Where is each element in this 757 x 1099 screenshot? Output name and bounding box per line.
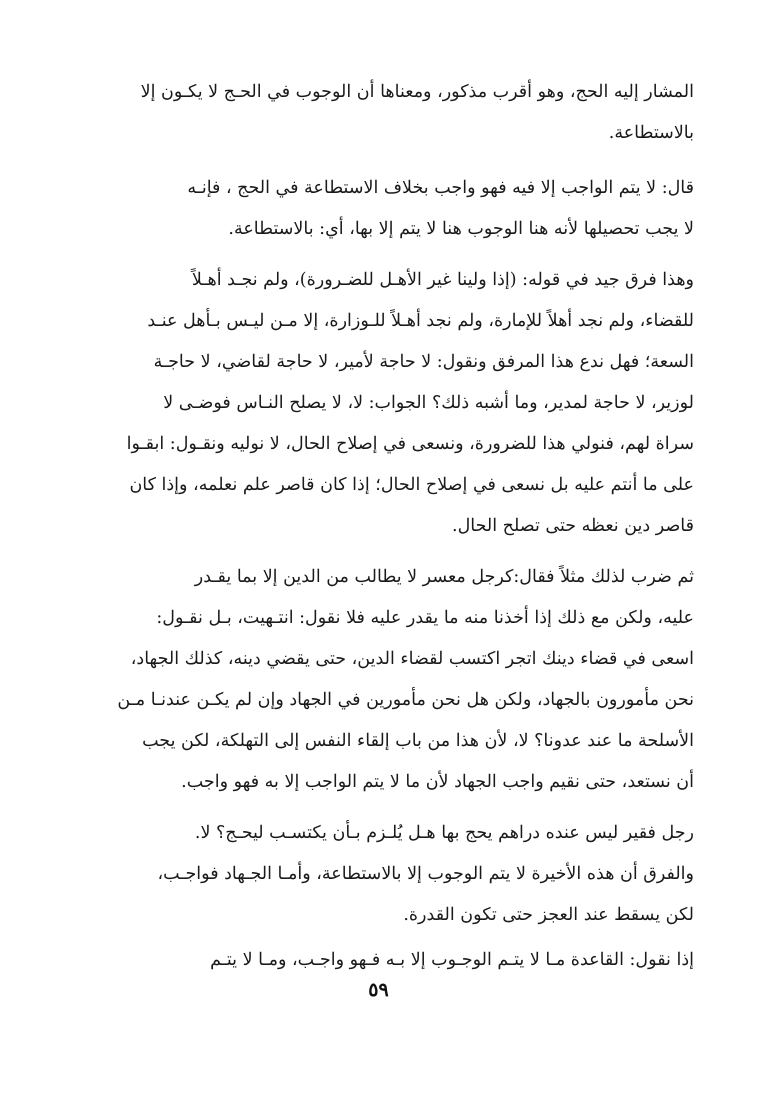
text-line: نحن مأمورون بالجهاد، ولكن هل نحن مأمورين في الجهاد وإن لم يكـن عندنـا مـن <box>117 690 694 710</box>
text-line: بالاستطاعة. <box>608 123 694 143</box>
text-line: الأسلحة ما عند عدونا؟ لا، لأن هذا من باب إلقاء النفس إلى التهلكة، لكن يجب <box>142 731 694 751</box>
text-line: رجل فقير ليس عنده دراهم يحج بها هـل يُلـزم بـأن يكتسـب ليحـج؟ لا. <box>194 823 694 843</box>
text-line: لا يجب تحصيلها لأنه هنا الوجوب هنا لا يتم إلا بها، أي: بالاستطاعة. <box>228 219 694 239</box>
text-line: على ما أنتم عليه بل نسعى في إصلاح الحال؛ إذا كان قاصر علم نعلمه، وإذا كان <box>129 475 694 495</box>
paragraph-5 <box>88 813 694 936</box>
text-line: قاصر دين نعظه حتى تصلح الحال. <box>452 516 694 536</box>
page-number: ٥٩ <box>368 979 389 1001</box>
text-line: المشار إليه الحج، وهو أقرب مذكور، ومعناها أن الوجوب في الحـج لا يكـون إلا <box>140 82 694 102</box>
text-line: وهذا فرق جيد في قوله: (إذا ولينا غير الأهـل للضـرورة)، ولم نجـد أهـلاً <box>191 270 694 290</box>
text-line: للقضاء، ولم نجد أهلاً للإمارة، ولم نجد أهـلاً للـوزارة، إلا مـن ليـس بـأهل عنـد <box>147 311 694 331</box>
text-line: لكن يسقط عند العجز حتى تكون القدرة. <box>403 905 694 925</box>
page-body <box>88 72 694 1002</box>
text-line: قال: لا يتم الواجب إلا فيه فهو واجب بخلاف الاستطاعة في الحج ، فإنـه <box>187 178 694 198</box>
text-line: أن نستعد، حتى نقيم واجب الجهاد لأن ما لا يتم الواجب إلا به فهو واجب. <box>181 772 694 792</box>
text-line: والفرق أن هذه الأخيرة لا يتم الوجوب إلا بالاستطاعة، وأمـا الجـهاد فواجـب، <box>157 864 694 884</box>
paragraph-1 <box>88 72 694 154</box>
paragraph-4 <box>88 557 694 803</box>
text-line: السعة؛ فهل ندع هذا المرفق ونقول: لا حاجة لأمير، لا حاجة لقاضي، لا حاجـة <box>153 352 694 372</box>
text-line: إذا نقول: القاعدة مـا لا يتـم الوجـوب إلا بـه فـهو واجـب، ومـا لا يتـم <box>210 950 694 970</box>
paragraph-6 <box>88 940 694 981</box>
text-line: سراة لهم، فنولي هذا للضرورة، ونسعى في إصلاح الحال، لا نوليه ونقـول: ابقـوا <box>126 434 694 454</box>
text-line: لوزير، لا حاجة لمدير، وما أشبه ذلك؟ الجواب: لا، لا يصلح النـاس فوضـى لا <box>163 393 694 413</box>
text-line: ثم ضرب لذلك مثلاً فقال:كرجل معسر لا يطالب من الدين إلا بما يقـدر <box>194 567 694 587</box>
text-line: اسعى في قضاء دينك اتجر اكتسب لقضاء الدين، حتى يقضي دينه، كذلك الجهاد، <box>130 649 694 669</box>
paragraph-2 <box>88 168 694 250</box>
paragraph-3 <box>88 260 694 547</box>
text-line: عليه، ولكن مع ذلك إذا أخذنا منه ما يقدر عليه فلا نقول: انتـهيت، بـل نقـول: <box>156 608 694 628</box>
